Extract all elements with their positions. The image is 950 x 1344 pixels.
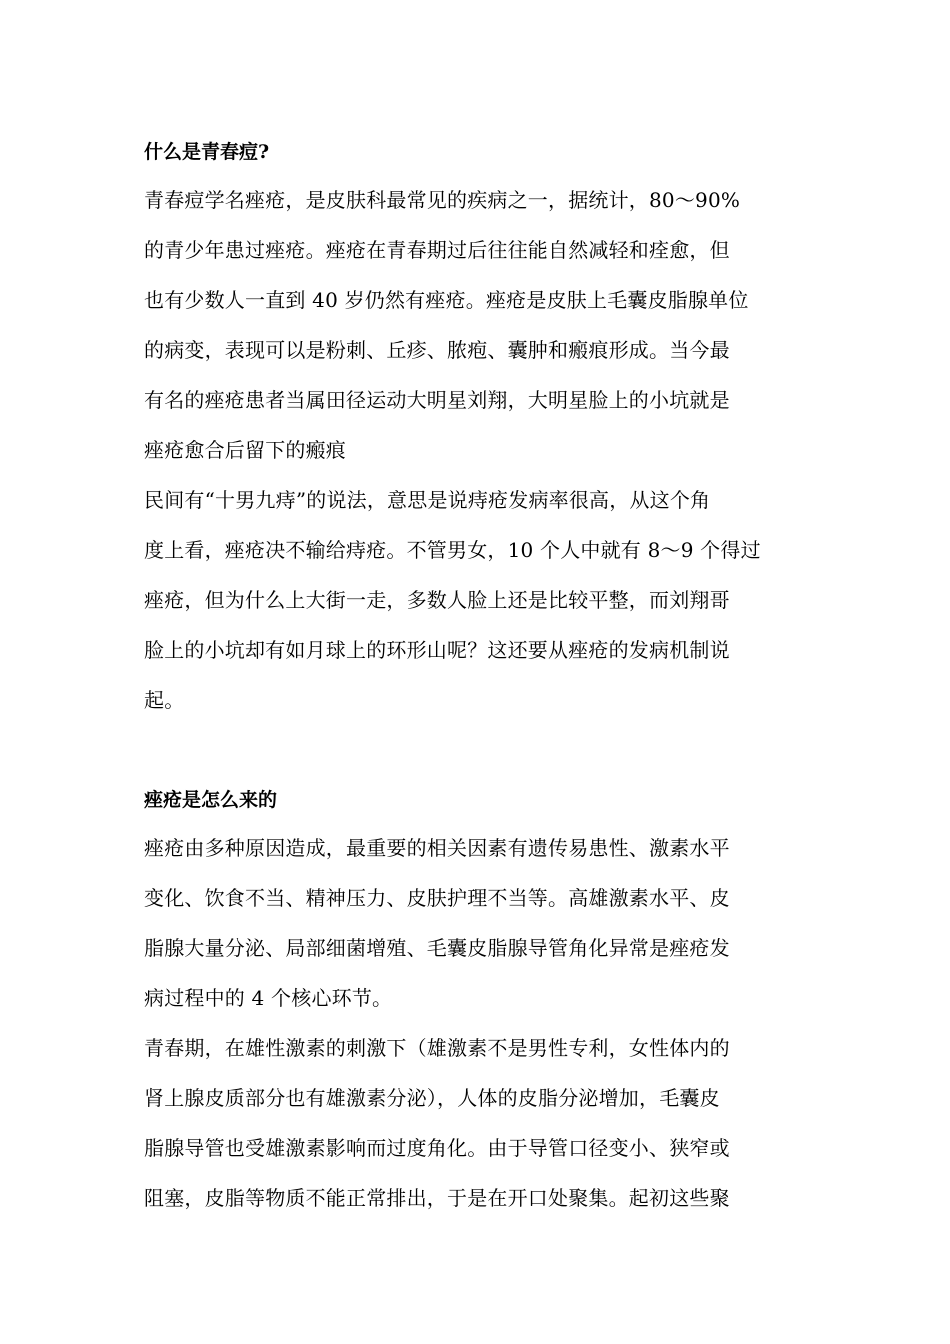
text-line: 青春痘学名痤疮，是皮肤科最常见的疾病之一，据统计，80～90% xyxy=(144,188,741,212)
text-line: 痤疮由多种原因造成，最重要的相关因素有遗传易患性、激素水平 xyxy=(144,836,730,860)
paragraph-causes xyxy=(144,823,816,1023)
text-line: 变化、饮食不当、精神压力、皮肤护理不当等。高雄激素水平、皮 xyxy=(144,886,730,910)
text-line: 脸上的小坑却有如月球上的环形山呢？这还要从痤疮的发病机制说 xyxy=(144,638,730,662)
text-line: 有名的痤疮患者当属田径运动大明星刘翔，大明星脸上的小坑就是 xyxy=(144,388,730,412)
text-line: 的病变，表现可以是粉刺、丘疹、脓疱、囊肿和瘢痕形成。当今最 xyxy=(144,338,730,362)
text-line: 肾上腺皮质部分也有雄激素分泌），人体的皮脂分泌增加，毛囊皮 xyxy=(144,1086,720,1110)
text-line: 脂腺大量分泌、局部细菌增殖、毛囊皮脂腺导管角化异常是痤疮发 xyxy=(144,936,730,960)
paragraph-puberty-mechanism xyxy=(144,1023,816,1223)
section-title-acne-causes: 痤疮是怎么来的 xyxy=(144,789,278,811)
paragraph-prevalence xyxy=(144,475,816,725)
text-line: 度上看，痤疮决不输给痔疮。不管男女，10 个人中就有 8～9 个得过 xyxy=(144,538,761,562)
text-line: 阻塞，皮脂等物质不能正常排出，于是在开口处聚集。起初这些聚 xyxy=(144,1186,730,1210)
section-title-what-is-acne: 什么是青春痘? xyxy=(144,141,270,163)
text-line: 起。 xyxy=(144,688,185,712)
text-line: 痤疮愈合后留下的瘢痕 xyxy=(144,438,346,462)
paragraph-acne-definition xyxy=(144,175,816,475)
text-line: 痤疮，但为什么上大街一走，多数人脸上还是比较平整，而刘翔哥 xyxy=(144,588,730,612)
text-line: 脂腺导管也受雄激素影响而过度角化。由于导管口径变小、狭窄或 xyxy=(144,1136,730,1160)
text-line: 的青少年患过痤疮。痤疮在青春期过后往往能自然减轻和痊愈，但 xyxy=(144,238,730,262)
text-line: 青春期，在雄性激素的刺激下（雄激素不是男性专利，女性体内的 xyxy=(144,1036,730,1060)
text-line: 也有少数人一直到 40 岁仍然有痤疮。痤疮是皮肤上毛囊皮脂腺单位 xyxy=(144,288,749,312)
text-line: 病过程中的 4 个核心环节。 xyxy=(144,986,393,1010)
text-line: 民间有“十男九痔”的说法，意思是说痔疮发病率很高，从这个角 xyxy=(144,488,711,512)
